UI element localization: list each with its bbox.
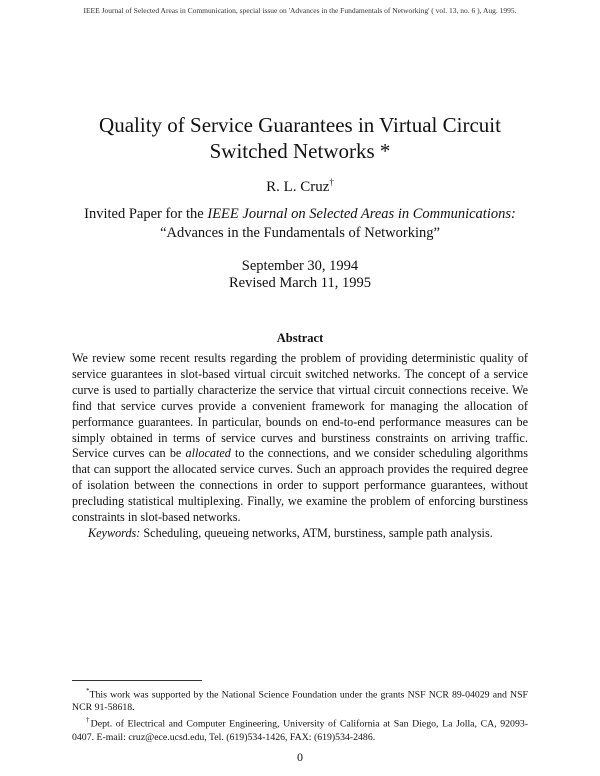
- paper-title: [40, 112, 560, 164]
- footnote-1-text: This work was supported by the National Science Foundation under the grants NSF NCR 89-04029 and NSF NCR 91-58618.: [72, 689, 528, 714]
- footnote-2-text: Dept. of Electrical and Computer Engineering, University of California at San Diego, La Jolla, CA, 92093-0407. E-mail: cruz@ece.ucsd.edu, Tel. (619)534-1426, FAX: (619)534-2486.: [72, 718, 528, 743]
- running-header: IEEE Journal of Selected Areas in Communication, special issue on 'Advances in the Fundamentals of Networking' ( vol. 13, no. 6 ), Aug. 1995.: [83, 6, 517, 15]
- special-issue-name: “Advances in the Fundamentals of Networking”: [160, 225, 440, 241]
- footnote-affiliation: [72, 714, 528, 743]
- author-footnote-mark: †: [329, 177, 334, 187]
- author: [0, 177, 600, 196]
- revision-date: Revised March 11, 1995: [228, 275, 372, 291]
- abstract-text-2: to the connections, and we consider scheduling algorithms that can support the allocated service curves. Such an approach provides the required degree of isolation between the connections in order to support performance guarantees, without precluding statistical multiplexing. Finally, we examine the problem of enforcing burstiness constraints in slot-based networks.: [72, 446, 528, 525]
- invited-line-1: [30, 205, 570, 224]
- title-line-1: Quality of Service Guarantees in Virtual Circuit: [99, 113, 501, 137]
- footnote-funding: [72, 685, 528, 714]
- abstract-body: [72, 351, 528, 526]
- title-line-2: Switched Networks *: [209, 139, 391, 163]
- submission-date: September 30, 1994: [241, 258, 359, 274]
- abstract-heading: Abstract: [276, 331, 324, 345]
- footnotes: [72, 685, 528, 744]
- author-name: R. L. Cruz: [266, 179, 330, 195]
- footnote-1-mark: *: [86, 687, 90, 695]
- keywords-text: Scheduling, queueing networks, ATM, burstiness, sample path analysis.: [140, 526, 493, 540]
- page-number: 0: [297, 750, 303, 764]
- invited-prefix: Invited Paper for the: [84, 206, 208, 222]
- invited-paper-note: [30, 205, 570, 243]
- abstract-emphasis: allocated: [185, 446, 231, 461]
- keywords-label: Keywords:: [88, 526, 141, 540]
- footnote-2-mark: †: [86, 716, 91, 725]
- dates: [0, 258, 600, 292]
- journal-name: IEEE Journal on Selected Areas in Communications:: [207, 206, 516, 222]
- keywords: [88, 526, 528, 541]
- footnote-rule: [72, 680, 202, 681]
- abstract-text-1: We review some recent results regarding the problem of providing deterministic quality of service guarantees in slot-based virtual circuit switched networks. The concept of a service curve is used to partially characterize the service that virtual circuit connections receive. We find that service curves provide a convenient framework for managing the allocation of performance guarantees. In particular, bounds on end-to-end performance measures can be simply obtained in terms of service curves and burstiness constraints on arriving traffic. Service curves can be: [72, 351, 528, 461]
